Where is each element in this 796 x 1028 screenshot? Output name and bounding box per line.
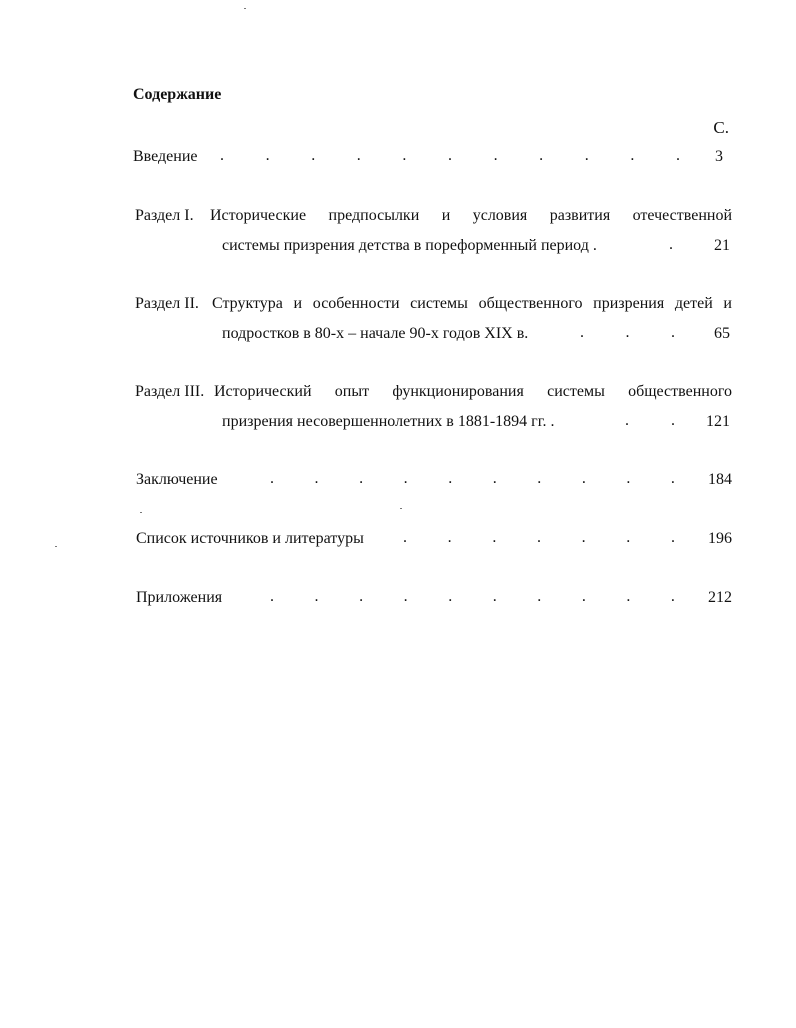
- page-column-header: С.: [713, 118, 729, 137]
- toc-section-label: Раздел I.: [135, 207, 194, 224]
- toc-section-label: Раздел II.: [135, 295, 199, 312]
- toc-entry-page: 65: [714, 325, 730, 342]
- toc-entry-title-line1: Исторический опыт функционирования системы общественного: [214, 383, 732, 400]
- toc-entry-label: Список источников и литературы: [136, 530, 364, 547]
- toc-entry-title-line1: Исторические предпосылки и условия развития отечественной: [210, 207, 732, 224]
- toc-leader-dots: . . . . . . . . . .: [270, 470, 675, 487]
- toc-entry-page: 196: [708, 530, 732, 547]
- scan-speck: [400, 508, 402, 509]
- toc-entry-page: 3: [715, 148, 723, 165]
- toc-leader-dots: . . .: [580, 324, 675, 341]
- toc-entry-title-line2: призрения несовершеннолетних в 1881-1894 гг. .: [222, 413, 555, 430]
- toc-entry-label: Приложения: [136, 589, 223, 606]
- toc-title: Содержание: [133, 86, 222, 103]
- toc-entry-label: Заключение: [136, 471, 218, 488]
- toc-entry-page: 184: [708, 471, 732, 488]
- toc-entry-title-line2: подростков в 80-х – начале 90-х годов XIX в.: [222, 325, 529, 342]
- toc-section-label: Раздел III.: [135, 383, 205, 400]
- toc-entry-title-line1: Структура и особенности системы общественного призрения детей и: [212, 295, 732, 312]
- toc-leader-dots: . .: [625, 412, 675, 429]
- toc-leader-dots: . . . . . . .: [403, 529, 675, 546]
- toc-entry-page: 212: [708, 589, 732, 606]
- toc-leader-dots: . . . . . . . . . .: [270, 588, 675, 605]
- scan-speck: [55, 546, 57, 547]
- toc-entry-page: 21: [714, 237, 730, 254]
- toc-entry-title-line2: системы призрения детства в пореформенный период .: [222, 237, 597, 254]
- scan-speck: [140, 512, 142, 513]
- toc-entry-label: Введение: [133, 148, 198, 165]
- toc-leader-dots: . . . . . . . . . . .: [220, 147, 680, 164]
- toc-entry-page: 121: [706, 413, 730, 430]
- toc-leader-dots: .: [669, 236, 673, 253]
- scan-speck: [244, 8, 246, 9]
